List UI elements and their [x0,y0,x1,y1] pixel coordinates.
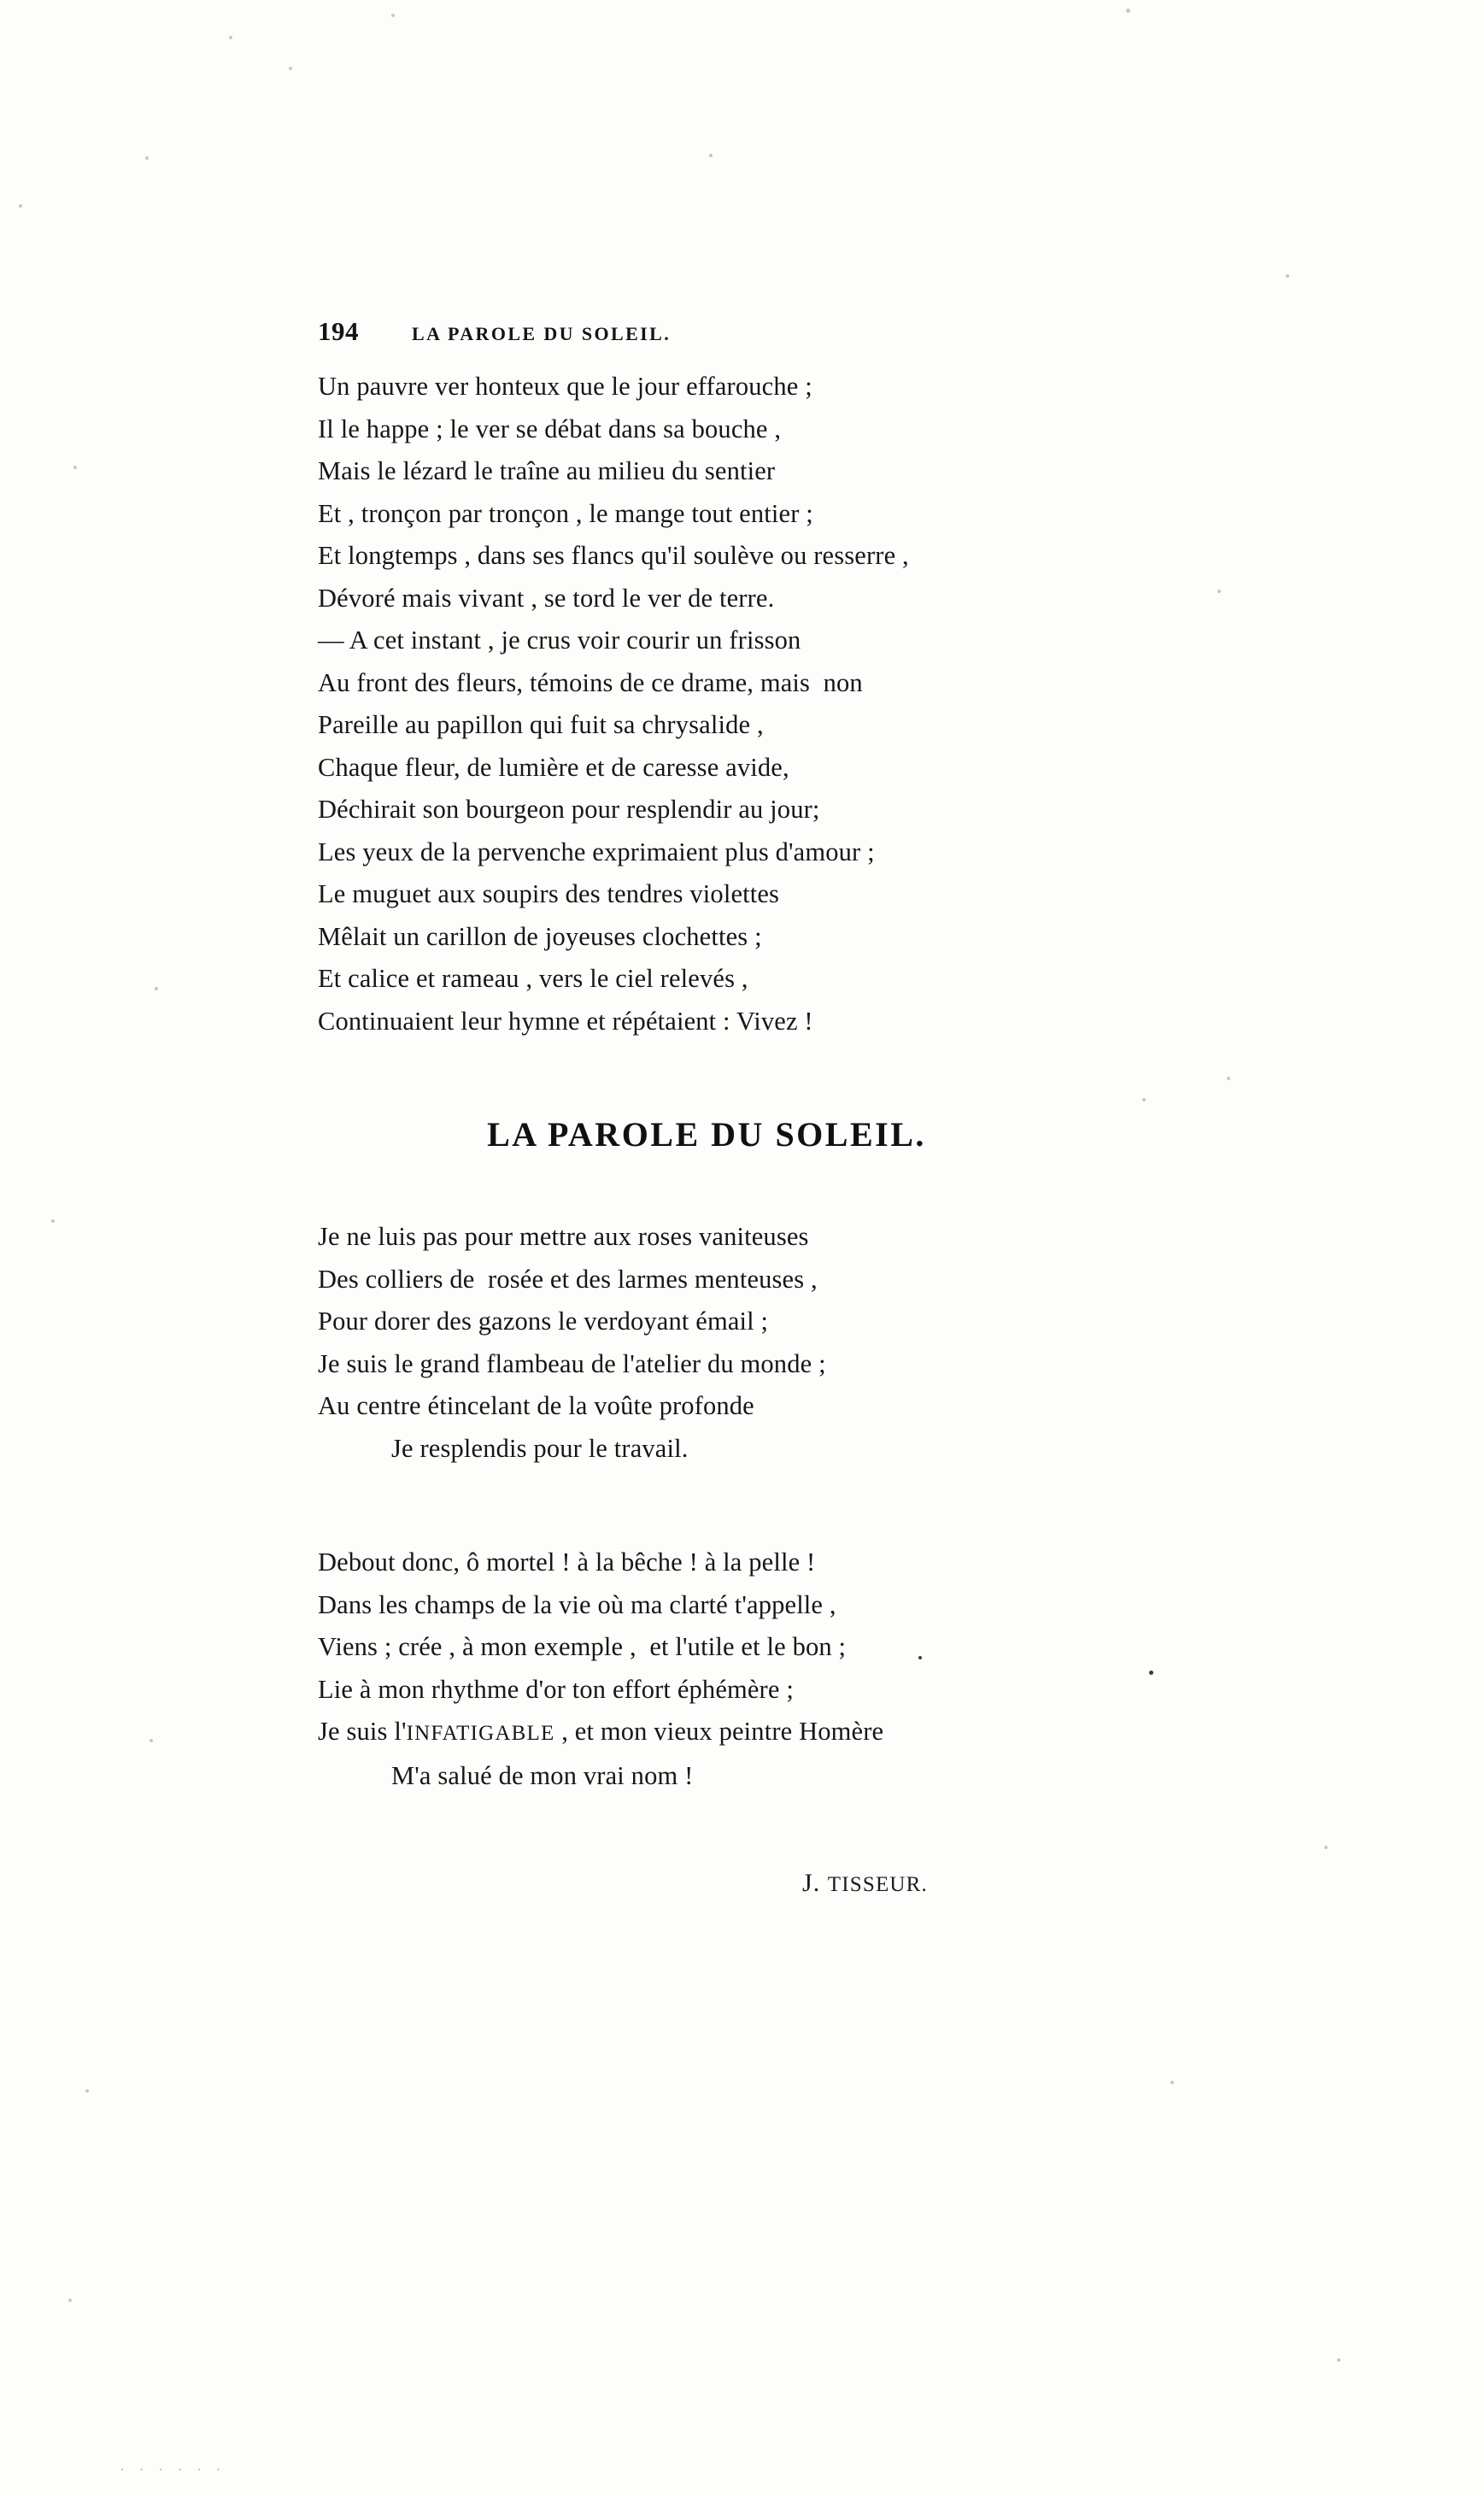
verse-line: Lie à mon rhythme d'or ton effort éphémère ; [318,1674,794,1704]
paper-speck [1227,1077,1230,1080]
verse-line: Et longtemps , dans ses flancs qu'il soulève ou resserre , [318,541,909,570]
signature-small-caps: TISSEUR. [827,1873,928,1896]
verse-line: Viens ; crée , à mon exemple , et l'utile et le bon ; [318,1632,847,1661]
page-number: 194 [318,316,359,346]
verse-line: Chaque fleur, de lumière et de caresse avide, [318,752,789,782]
previous-poem-verses [318,366,1181,1042]
verse-line: Et , tronçon par tronçon , le mange tout entier ; [318,498,813,528]
verse-line: Pareille au papillon qui fuit sa chrysalide , [318,710,764,739]
paper-speck [51,1219,55,1223]
paper-speck [229,36,232,39]
verse-line: Continuaient leur hymne et répétaient : Vivez ! [318,1006,813,1036]
verse-line: Au front des fleurs, témoins de ce drame, mais non [318,667,863,697]
paper-speck [1324,1846,1328,1849]
verse-line: Il le happe ; le ver se débat dans sa bouche , [318,414,782,443]
author-signature: J. TISSEUR. [802,1869,928,1897]
verse-line: Dévoré mais vivant , se tord le ver de terre. [318,583,775,613]
verse-line: Dans les champs de la vie où ma clarté t'appelle , [318,1589,836,1619]
small-caps-word: INFATIGABLE [406,1722,555,1745]
verse-line: Je suis l'INFATIGABLE , et mon vieux peintre Homère [318,1717,884,1746]
poem-title: LA PAROLE DU SOLEIL. [487,1115,926,1154]
paper-speck [1337,2358,1340,2362]
paper-speck [289,67,292,70]
verse-line: Je ne luis pas pour mettre aux roses vaniteuses [318,1222,809,1251]
paper-speck [1126,9,1130,13]
verse-line: Le muguet aux soupirs des tendres violettes [318,879,780,908]
paper-speck [68,2299,72,2302]
verse-line: Un pauvre ver honteux que le jour effarouche ; [318,372,812,401]
paper-speck [155,987,158,990]
verse-line: M'a salué de mon vrai nom ! [391,1760,694,1790]
verse-line: Debout donc, ô mortel ! à la bêche ! à la pelle ! [318,1548,816,1577]
poem-body [318,1216,1181,1797]
verse-line: Au centre étincelant de la voûte profonde [318,1391,754,1420]
paper-speck [391,14,395,17]
verse-line: Je resplendis pour le travail. [391,1433,689,1463]
verse-line: Pour dorer des gazons le verdoyant émail ; [318,1307,769,1336]
verse-line: Déchirait son bourgeon pour resplendir au jour; [318,795,820,824]
poem-stanza [318,1542,1181,1797]
verse-line: Et calice et rameau , vers le ciel relevés , [318,964,748,993]
paper-speck [85,2089,89,2093]
running-head-title: LA PAROLE DU SOLEIL. [412,323,672,344]
verse-line: Mais le lézard le traîne au milieu du sentier [318,456,776,485]
paper-speck [1286,274,1289,278]
paper-speck [709,154,713,157]
page-content [318,316,1181,1898]
verse-line: — A cet instant , je crus voir courir un frisson [318,625,801,655]
running-head [318,316,1181,347]
paper-speck [73,466,77,469]
paper-speck [1217,590,1221,593]
paper-speck [1170,2081,1174,2084]
footer-mark: · · · · · · [120,2461,226,2478]
verse-line: Je suis le grand flambeau de l'atelier du monde ; [318,1348,826,1378]
verse-line: Mêlait un carillon de joyeuses clochettes ; [318,921,762,951]
paper-speck [150,1739,153,1742]
poem-stanza [318,1216,1181,1470]
paper-speck [145,156,149,160]
verse-line: Les yeux de la pervenche exprimaient plus d'amour ; [318,837,875,866]
paper-speck [19,204,22,208]
verse-line: Des colliers de rosée et des larmes menteuses , [318,1264,818,1294]
